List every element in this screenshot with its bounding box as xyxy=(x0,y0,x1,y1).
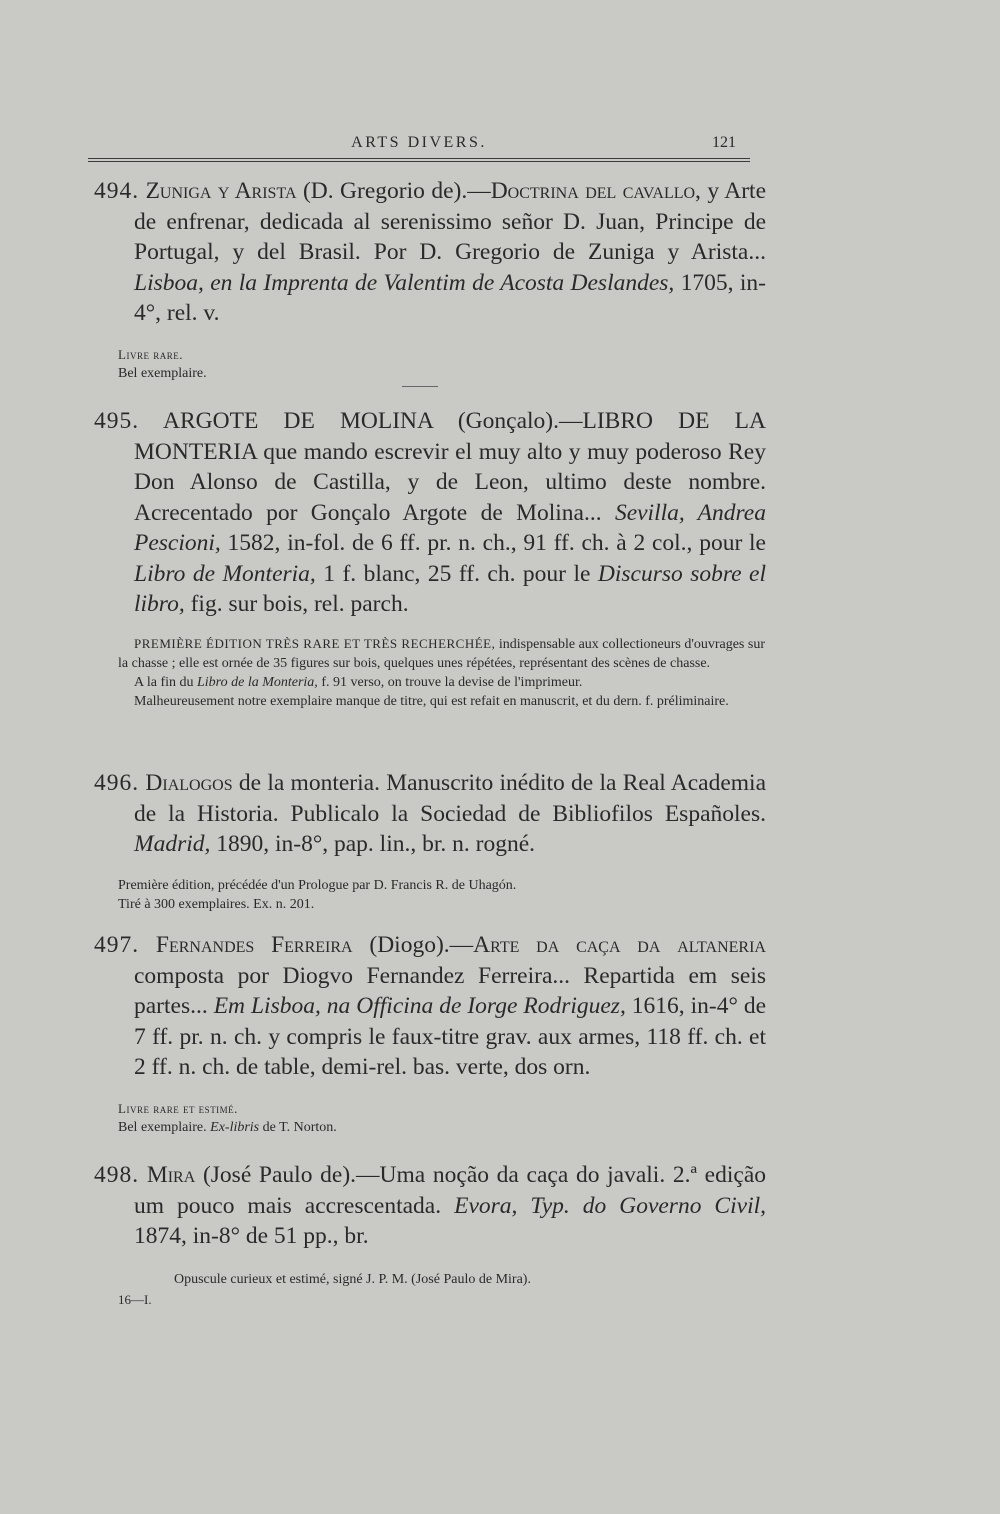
entry-imprint: Lisboa, en la Imprenta de Valentim de Acosta Deslandes, xyxy=(134,269,675,296)
entry-text: que mando escrevir el muy alto y muy poderoso Rey Don Alonso de Castilla, y de Leon, ultimo deste nombre. Acrecentado por Gonçalo Argote de Molina... xyxy=(134,438,766,526)
entry-tail: 1582, in-fol. de 6 ff. pr. n. ch., 91 ff. ch. à 2 col., pour le xyxy=(220,530,766,556)
note-text: A la fin du xyxy=(134,674,197,690)
entry-text: y Arte de enfrenar, dedicada al serenissimo señor D. Juan, Principe de Portugal, y del Brasil. Por D. Gregorio de Zuniga y Arista... xyxy=(134,178,767,265)
header-rule-thin xyxy=(88,161,750,162)
entry-text: Uma noção da caça do javali. 2.ª edição um pouco mais accrescentada. xyxy=(134,1162,766,1219)
entry-author: ARGOTE DE MOLINA xyxy=(163,408,433,434)
note-text: f. 91 verso, on trouve la devise de l'imprimeur. xyxy=(317,674,583,690)
entry-heading xyxy=(94,1160,766,1252)
entry-imprint: Madrid, xyxy=(134,831,211,857)
note-italic: Libro de la Monteria, xyxy=(197,674,318,690)
entry-notes xyxy=(118,1099,766,1137)
entry-tail: 1 f. blanc, 25 ff. ch. pour le xyxy=(315,560,598,587)
entry-496 xyxy=(94,768,766,914)
note-text: de T. Norton. xyxy=(259,1119,337,1135)
entry-author: Fernandes Ferreira xyxy=(155,932,353,958)
entry-495 xyxy=(94,406,766,711)
entry-text: de la monteria. Manuscrito inédito de la Real Academia de la Historia. Publicalo la Sociedad de Bibliofilos Españoles. xyxy=(134,770,767,827)
entry-tail: 1874, in-8° de 51 pp., br. xyxy=(134,1223,369,1249)
entry-498 xyxy=(94,1160,766,1289)
entry-title: Doctrina del cavallo, xyxy=(490,178,701,204)
note-line: Tiré à 300 exemplaires. Ex. n. 201. xyxy=(118,896,315,912)
note-line: Première édition, précédée d'un Prologue par D. Francis R. de Uhagón. xyxy=(118,877,517,893)
entry-number: 495. xyxy=(94,408,140,434)
entry-imprint: Evora, Typ. do Governo Civil, xyxy=(454,1192,766,1219)
entry-author: Dialogos xyxy=(145,770,233,796)
entry-tail: 1705, in-4°, rel. v. xyxy=(134,269,766,326)
note-italic: Ex-libris xyxy=(210,1119,260,1135)
entry-number: 498. xyxy=(94,1162,140,1188)
entry-notes xyxy=(118,876,766,914)
running-head xyxy=(88,134,750,156)
entry-heading xyxy=(94,406,766,620)
note-paragraph xyxy=(118,673,766,692)
entry-title: LIBRO DE LA MONTERIA xyxy=(134,408,766,465)
entry-heading xyxy=(94,176,766,329)
entry-title: Arte da caça da altaneria xyxy=(473,932,766,958)
entry-number: 494. xyxy=(94,178,140,204)
signature-mark: 16—I. xyxy=(118,1292,152,1307)
entry-author: Mira xyxy=(146,1162,196,1188)
page-number: 121 xyxy=(712,134,736,151)
note-paragraph: Malheureusement notre exemplaire manque de titre, qui est refait en manuscrit, et du dern. f. préliminaire. xyxy=(134,693,729,709)
entry-number: 496. xyxy=(94,770,140,796)
entry-tail: 1616, in-4° de 7 ff. pr. n. ch. y compris le faux-titre grav. aux armes, 118 ff. ch. et 2 ff. n. ch. de table, demi-rel. bas. verte, dos orn. xyxy=(134,993,766,1080)
note-paragraph xyxy=(118,634,766,673)
note-caps: PREMIÈRE ÉDITION TRÈS RARE ET TRÈS RECHERCHÉE, xyxy=(134,635,496,651)
note-text: Bel exemplaire. xyxy=(118,1119,211,1135)
entry-imprint: Sevilla, Andrea Pescioni, xyxy=(134,499,766,556)
entry-author-rest: (D. Gregorio de).— xyxy=(296,178,491,204)
entry-author-rest: (Diogo).— xyxy=(352,932,474,958)
entry-notes xyxy=(118,345,766,383)
entry-tail: 1890, in-8°, pap. lin., br. n. rogné. xyxy=(210,831,536,857)
entry-494 xyxy=(94,176,766,383)
entry-notes xyxy=(118,634,766,711)
note-line: Opuscule curieux et estimé, signé J. P. M. (José Paulo de Mira). xyxy=(174,1271,531,1287)
entry-author-rest: (Gonçalo).— xyxy=(432,408,583,434)
separator-rule xyxy=(402,386,438,387)
note-line: Bel exemplaire. xyxy=(118,365,207,381)
note-line xyxy=(118,1118,766,1137)
entry-497 xyxy=(94,930,766,1137)
entry-italic-title: Libro de Monteria, xyxy=(134,560,316,587)
entry-notes xyxy=(174,1270,766,1289)
entry-author-rest: (José Paulo de).— xyxy=(195,1162,380,1188)
entry-italic-title: Discurso sobre el libro, xyxy=(134,560,766,617)
note-line: Livre rare et estimé. xyxy=(118,1100,238,1116)
header-rule xyxy=(88,158,750,159)
note-text: indispensable aux collectioneurs d'ouvrages sur la chasse ; elle est ornée de 35 figures sur bois, quelques unes répétées, représentant des scènes de chasse. xyxy=(118,636,765,671)
entry-number: 497. xyxy=(94,932,140,958)
entry-heading xyxy=(94,930,766,1083)
running-head-title: ARTS DIVERS. xyxy=(351,134,487,151)
entry-text: composta por Diogvo Fernandez Ferreira... Repartida em seis partes... xyxy=(134,962,766,1019)
entry-tail: fig. sur bois, rel. parch. xyxy=(184,591,409,617)
entry-author: Zuniga y Arista xyxy=(145,178,297,204)
entry-imprint: Em Lisboa, na Officina de Iorge Rodriguez, xyxy=(213,993,626,1019)
note-line: Livre rare. xyxy=(118,346,183,362)
entry-heading xyxy=(94,768,766,860)
